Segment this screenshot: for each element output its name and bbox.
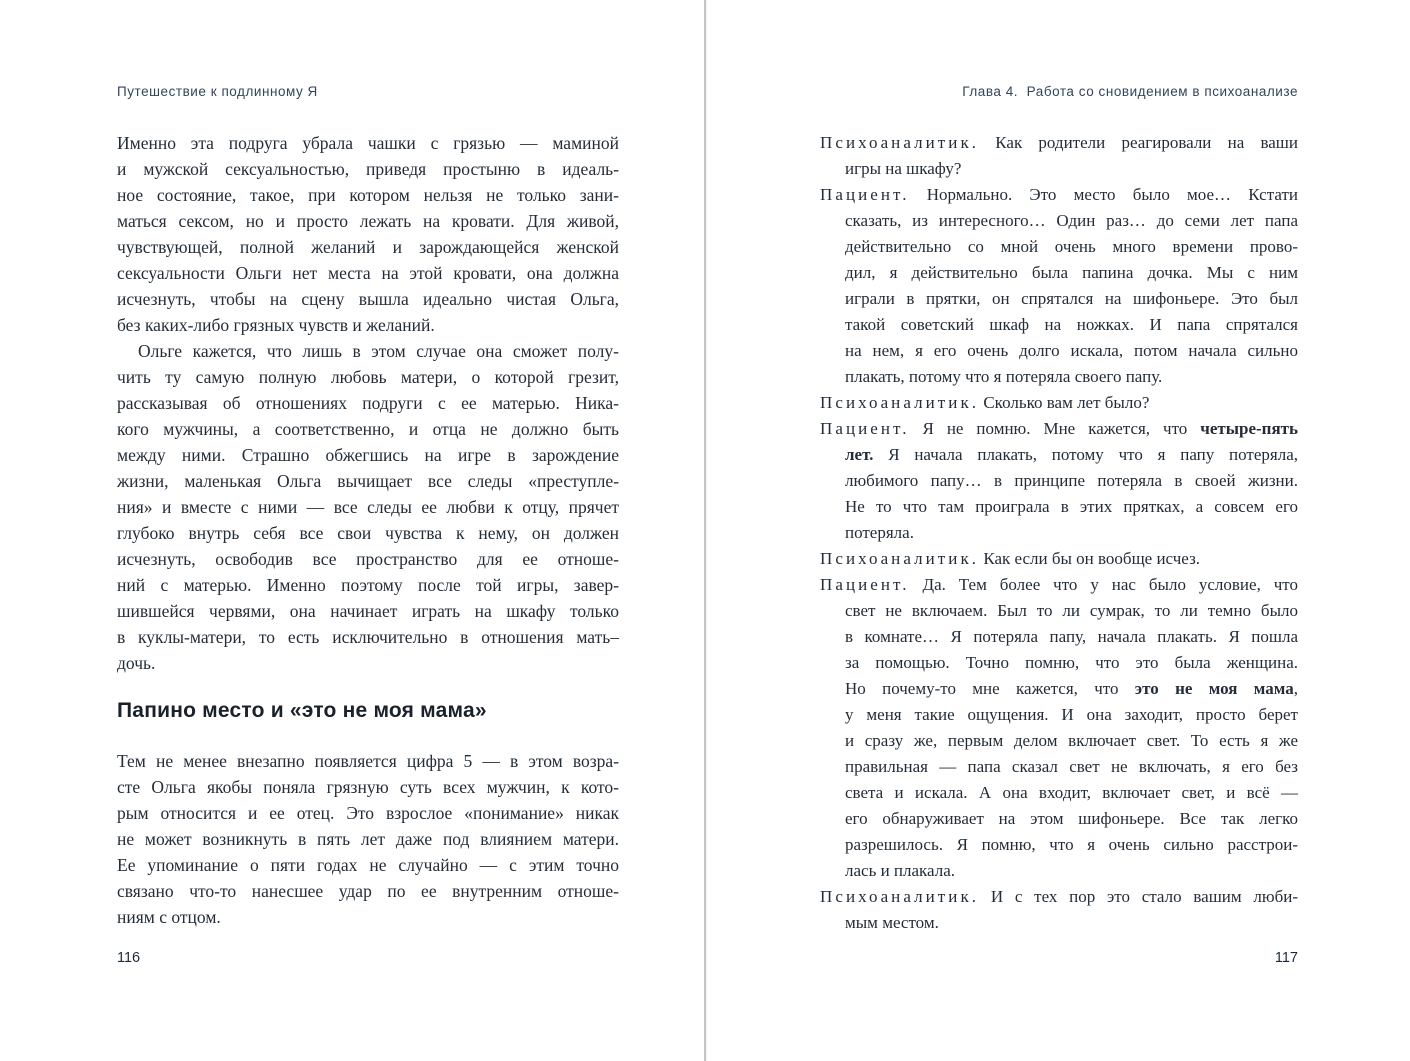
text-line: в куклы-матери, то есть исключительно в отношения мать– [117,627,619,647]
text-line: игры на шкафу? [845,159,962,178]
text-line: дочь. [117,653,156,673]
paragraph [117,748,619,930]
page-number-right: 117 [1274,950,1298,966]
running-head-right: Глава 4. Работа со сновидением в психоанализе [962,84,1298,99]
right-page-body [820,130,1298,936]
text-line: Ольге кажется, что лишь в этом случае она сможет полу- [138,341,619,361]
text-line: разрешилось. Я помню, что я очень сильно расстрои- [845,835,1298,854]
dialogue-turn [820,416,1298,546]
text-line: мым местом. [845,913,939,932]
dialogue-turn [820,884,1298,936]
speaker-name: Пациент. [820,575,910,594]
text-line: сте Ольга якобы поняла грязную суть всех мужчин, к кото- [117,777,619,797]
text-line: маться сексом, но и просто лежать на кровати. Для живой, [117,211,619,231]
text-line: потеряла. [845,523,914,542]
text-line: Не то что там проиграла в этих прятках, а совсем его [845,497,1298,516]
text-line: дил, я действительно была папина дочка. Мы с ним [845,263,1298,282]
text-line: Психоаналитик. И с тех пор это стало вашим люби- [820,887,1298,906]
text-line: шившейся червями, она начинает играть на шкафу только [117,601,619,621]
text-line: Психоаналитик. Как если бы он вообще исчез. [820,549,1201,568]
text-line: ное состояние, такое, при котором нельзя не только зани- [117,185,619,205]
text-line: ния» и вместе с ними — все следы ее любви к отцу, прячет [117,497,619,517]
speaker-name: Пациент. [820,185,910,204]
paragraph [117,130,619,338]
text-line: исчезнуть, освободив все пространство для ее отноше- [117,549,619,569]
speaker-name: Психоаналитик. [820,133,980,152]
text-line: связано что-то нанесшее удар по ее внутренним отноше- [117,881,619,901]
left-page-body [117,130,619,930]
text-line: плакать, потому что я потеряла своего папу. [845,367,1163,386]
text-line: Ее упоминание о пяти годах не случайно — с этим точно [117,855,619,875]
text-line: Тем не менее внезапно появляется цифра 5 — в этом возра- [117,751,619,771]
text-line: Пациент. Да. Тем более что у нас было условие, что [820,575,1298,594]
running-head-left: Путешествие к подлинному Я [117,84,318,99]
bold-emphasis: лет. [845,445,874,464]
text-line: за помощью. Точно помню, что это была женщина. [845,653,1298,672]
dialogue-turn [820,546,1298,572]
dialogue-turn [820,572,1298,884]
text-line: такой советский шкаф на ножках. И папа спрятался [845,315,1298,334]
text-line: Психоаналитик. Сколько вам лет было? [820,393,1150,412]
text-line: любимого папу… в принципе потеряла в своей жизни. [845,471,1298,490]
text-line: правильная — папа сказал свет не включать, я его без [845,757,1298,776]
text-line: его обнаруживает на этом шифоньере. Все так легко [845,809,1298,828]
text-line: рым относится и ее отец. Это взрослое «понимание» никак [117,803,619,823]
text-line: играли в прятки, он спрятался на шифоньере. Это был [845,289,1298,308]
text-line: на нем, я его очень долго искала, потом начала сильно [845,341,1298,360]
text-line: Психоаналитик. Как родители реагировали на ваши [820,133,1298,152]
text-line: света и искала. А она входит, включает свет, и всё — [845,783,1298,802]
section-heading: Папино место и «это не моя мама» [117,699,487,722]
text-line: сексуальности Ольги нет места на этой кровати, она должна [117,263,619,283]
dialogue-turn [820,390,1298,416]
text-line: сказать, из интересного… Один раз… до семи лет папа [845,211,1298,230]
text-line: не может возникнуть в пять лет даже под влиянием матери. [117,829,619,849]
page-divider [704,0,706,1061]
text-line: лет. Я начала плакать, потому что я папу потеряла, [845,445,1298,464]
text-line: чить ту самую полную любовь матери, о которой грезит, [117,367,619,387]
text-line: ниям с отцом. [117,907,221,927]
text-line: Но почему-то мне кажется, что это не моя мама, [845,679,1298,698]
text-line: между ними. Страшно обжегшись на игре в зарождение [117,445,619,465]
text-line: и сразу же, первым делом включает свет. То есть я же [845,731,1298,750]
text-line: глубоко внутрь себя все свои чувства к нему, он должен [117,523,619,543]
text-line: без каких-либо грязных чувств и желаний. [117,315,435,335]
text-line: действительно со мной очень много времени прово- [845,237,1298,256]
speaker-name: Психоаналитик. [820,549,980,568]
text-line: и мужской сексуальностью, приведя простыню в идеаль- [117,159,619,179]
bold-emphasis: это не моя мама [1134,679,1294,698]
paragraph [117,338,619,676]
dialogue-turn [820,182,1298,390]
left-page [117,0,619,1061]
speaker-name: Психоаналитик. [820,887,980,906]
text-line: свет не включаем. Был то ли сумрак, то ли темно было [845,601,1298,620]
text-line: чувствующей, полной желаний и зарождающейся женской [117,237,619,257]
page-number-left: 116 [117,950,141,966]
text-line: исчезнуть, чтобы на сцену вышла идеально чистая Ольга, [117,289,619,309]
text-line: лась и плакала. [845,861,956,880]
text-line: у меня такие ощущения. И она заходит, просто берет [845,705,1298,724]
speaker-name: Пациент. [820,419,910,438]
text-line: рассказывая об отношениях подруги с ее матерью. Ника- [117,393,619,413]
text-line: в комнате… Я потеряла папу, начала плакать. Я пошла [845,627,1298,646]
text-line: кого мужчины, а соответственно, и отца не должно быть [117,419,619,439]
text-line: Пациент. Я не помню. Мне кажется, что четыре-пять [820,419,1298,438]
bold-emphasis: четыре-пять [1200,419,1298,438]
speaker-name: Психоаналитик. [820,393,980,412]
text-line: жизни, маленькая Ольга вычищает все следы «преступле- [117,471,619,491]
dialogue-turn [820,130,1298,182]
text-line: ний с матерью. Именно поэтому после той игры, завер- [117,575,619,595]
text-line: Пациент. Нормально. Это место было мое… Кстати [820,185,1298,204]
text-line: Именно эта подруга убрала чашки с грязью — маминой [117,133,619,153]
right-page [820,0,1298,1061]
